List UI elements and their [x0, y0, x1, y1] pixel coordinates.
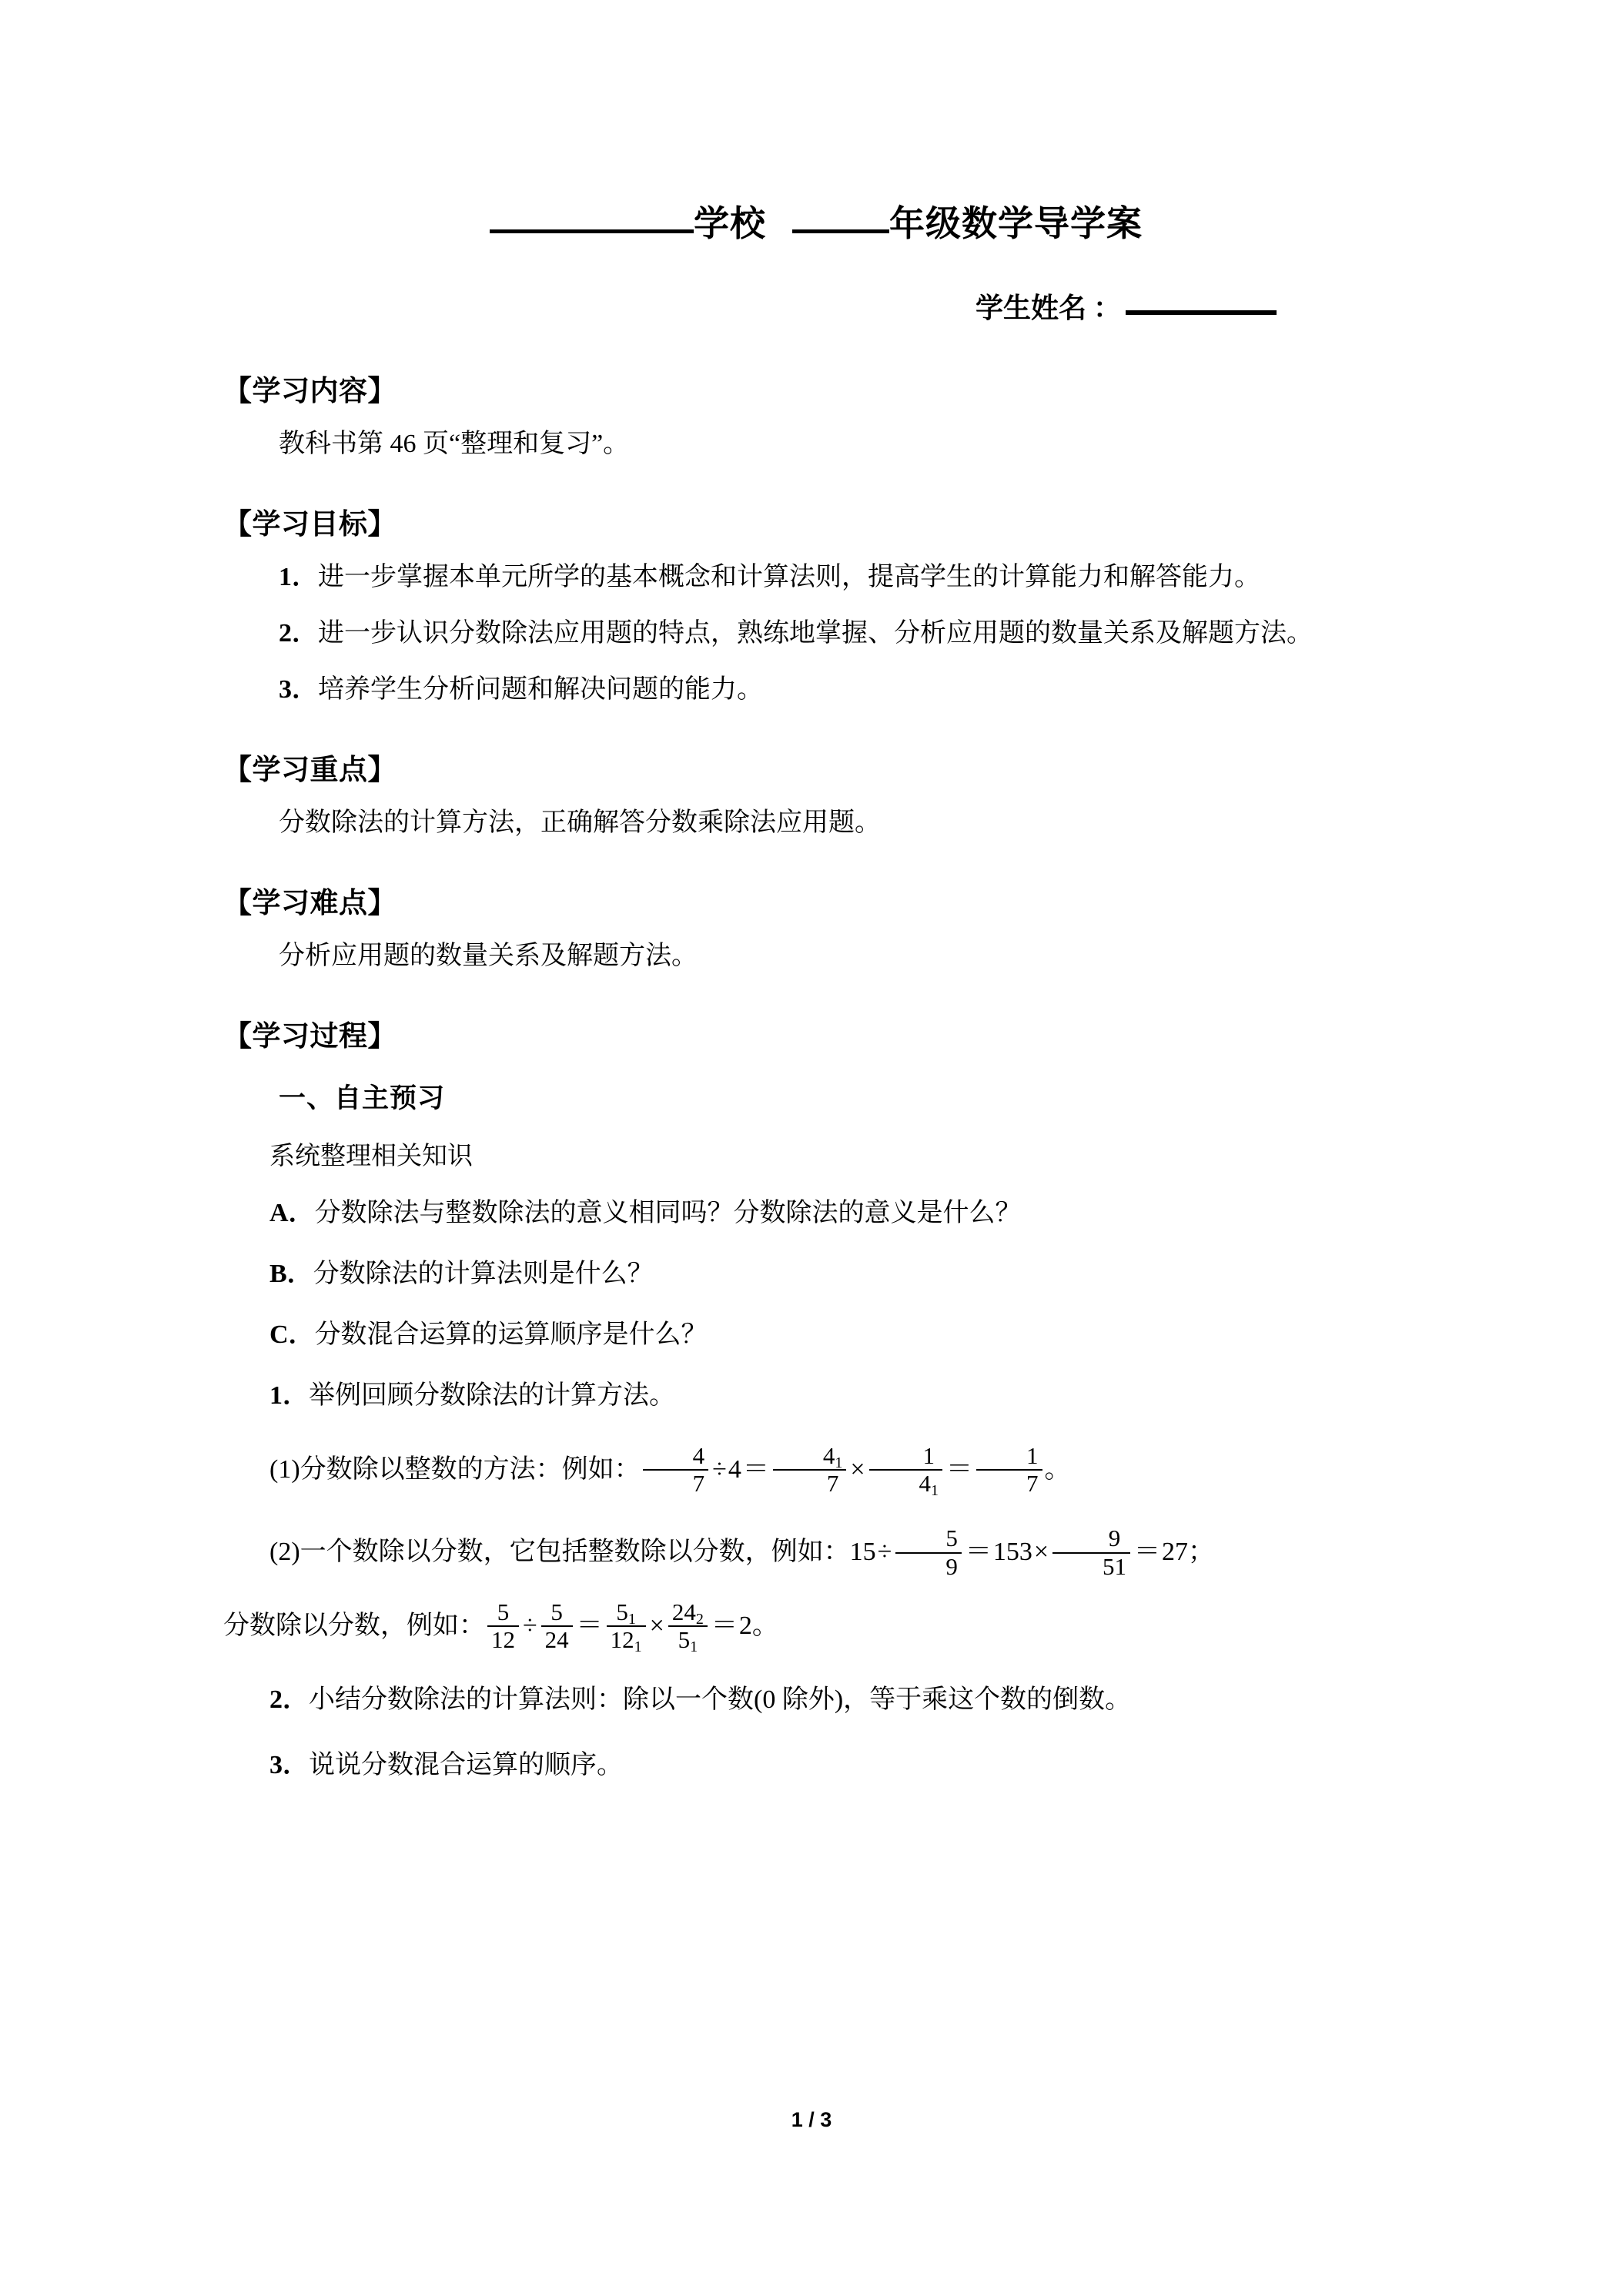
- process-question: [223, 1193, 1409, 1233]
- numerator: 9: [1052, 1526, 1130, 1553]
- division-sign: ÷: [712, 1454, 727, 1484]
- equals-sign: ＝: [576, 1611, 603, 1640]
- equals-sign: ＝: [711, 1611, 738, 1640]
- example-two-cont-label: 分数除以分数，例如：: [223, 1611, 485, 1640]
- process-item-text: 说说分数混合运算的顺序。: [309, 1751, 623, 1780]
- fraction-5-over-12: [487, 1600, 519, 1652]
- denominator: 12: [491, 1626, 515, 1654]
- process-item-text: 举例回顾分数除法的计算方法。: [309, 1381, 675, 1410]
- result-value: 27: [1162, 1538, 1189, 1567]
- example-two: [223, 1525, 1409, 1580]
- objective-text: 进一步掌握本单元所学的基本概念和计算法则，提高学生的计算能力和解答能力。: [318, 562, 1260, 591]
- integer-operand: 4: [728, 1454, 741, 1484]
- section-text-key-point: 分数除法的计算方法，正确解答分数乘除法应用题。: [279, 808, 881, 837]
- numerator: [607, 1600, 646, 1627]
- fraction-9-over-51: [1052, 1526, 1130, 1578]
- title-school-suffix: 学校: [694, 204, 766, 243]
- numerator: [668, 1600, 708, 1627]
- fraction-1-over-7-result: [976, 1441, 1042, 1498]
- objective-text: 进一步认识分数除法应用题的特点，熟练地掌握、分析应用题的数量关系及解题方法。: [318, 618, 1313, 648]
- objective-item: [223, 668, 1409, 711]
- example-one: [223, 1443, 1409, 1498]
- objective-number: 3．: [279, 674, 318, 704]
- process-question: [223, 1254, 1409, 1294]
- page-content: [223, 0, 1409, 1785]
- cancel-mark: 1: [690, 1638, 698, 1656]
- student-name-label: 学生姓名 ：: [975, 292, 1121, 323]
- equals-sign: ＝: [965, 1538, 992, 1567]
- denominator: 7: [826, 1470, 839, 1498]
- multiplication-sign: ×: [1033, 1538, 1049, 1567]
- question-text: 分数除法与整数除法的意义相同吗？分数除法的意义是什么？: [314, 1198, 1022, 1227]
- denominator: [668, 1626, 708, 1656]
- school-blank: [490, 229, 694, 233]
- fraction-5-over-9: [895, 1526, 962, 1578]
- process-item: [223, 1376, 1409, 1415]
- numerator: 1: [976, 1444, 1042, 1471]
- numerator-value: 4: [822, 1441, 835, 1469]
- process-item-number: 3．: [269, 1751, 309, 1780]
- section-heading-content: 【学习内容】: [223, 375, 397, 407]
- process-item-number: 1．: [269, 1381, 309, 1410]
- integer-operand: 15: [849, 1538, 876, 1567]
- numerator: 4: [643, 1444, 709, 1471]
- example-two-continuation: [223, 1599, 1409, 1654]
- denominator: 51: [1103, 1552, 1127, 1580]
- denominator: [869, 1470, 943, 1500]
- semicolon: ；: [1188, 1538, 1215, 1567]
- section-text-difficulty: 分析应用题的数量关系及解题方法。: [279, 941, 698, 970]
- denominator: 7: [1026, 1470, 1039, 1498]
- objective-item: [223, 612, 1409, 654]
- cancel-mark: 1: [627, 1610, 636, 1628]
- question-text: 分数除法的计算法则是什么？: [313, 1259, 654, 1288]
- section-heading-process: 【学习过程】: [223, 1020, 397, 1053]
- denominator-value: 4: [919, 1470, 932, 1498]
- denominator: 7: [692, 1470, 705, 1498]
- numerator-value: 24: [671, 1598, 696, 1625]
- division-sign: ÷: [523, 1611, 537, 1640]
- objective-number: 1．: [279, 562, 318, 591]
- process-lead-text: 系统整理相关知识: [269, 1142, 473, 1170]
- denominator: 9: [945, 1552, 958, 1580]
- equals-sign: ＝: [1134, 1538, 1161, 1567]
- numerator: 5: [487, 1600, 519, 1627]
- denominator-value: 5: [678, 1626, 691, 1654]
- denominator: 24: [544, 1626, 569, 1654]
- sentence-period: 。: [751, 1611, 778, 1640]
- process-item: [223, 1680, 1409, 1719]
- cancel-mark: 1: [931, 1482, 939, 1500]
- process-subheading: 一、自主预习: [279, 1083, 446, 1113]
- numerator: [773, 1441, 847, 1471]
- sentence-period: 。: [1044, 1454, 1071, 1484]
- equals-sign: ＝: [946, 1454, 973, 1484]
- process-item-number: 2．: [269, 1685, 309, 1715]
- objective-text: 培养学生分析问题和解决问题的能力。: [318, 674, 763, 704]
- fraction-1-over-4-cancelled: [869, 1441, 943, 1500]
- section-text-content: 教科书第 46 页“整理和复习”。: [279, 429, 630, 458]
- objective-number: 2．: [279, 618, 318, 648]
- numerator: 5: [541, 1600, 573, 1627]
- section-heading-objectives: 【学习目标】: [223, 508, 397, 541]
- process-item: [223, 1745, 1409, 1785]
- section-heading-key-point: 【学习重点】: [223, 754, 397, 786]
- numerator: 5: [895, 1526, 962, 1553]
- process-item-text: 小结分数除法的计算法则：除以一个数(0 除外)，等于乘这个数的倒数。: [309, 1685, 1132, 1715]
- page-footer: 1 / 3: [791, 2108, 832, 2131]
- student-name-blank[interactable]: [1126, 310, 1277, 315]
- title-grade-suffix: 年级数学导学案: [889, 204, 1143, 243]
- result-value: 2: [738, 1611, 752, 1640]
- fraction-5-over-12-cancelled: [607, 1598, 646, 1656]
- question-label: C．: [269, 1320, 315, 1349]
- fraction-24-over-5-cancelled: [668, 1598, 708, 1656]
- question-label: B．: [269, 1259, 313, 1288]
- example-two-label: (2)一个数除以分数，它包括整数除以分数，例如：: [269, 1538, 850, 1567]
- student-name-row: [223, 286, 1409, 326]
- equals-sign: ＝: [742, 1454, 769, 1484]
- question-label: A．: [269, 1198, 315, 1227]
- page-title: [223, 202, 1409, 246]
- cancel-mark: 1: [835, 1454, 843, 1471]
- multiplication-sign: ×: [850, 1454, 865, 1484]
- numerator-value: 5: [616, 1598, 628, 1625]
- numerator: 1: [869, 1444, 943, 1471]
- cancel-mark: 2: [695, 1610, 704, 1628]
- grade-blank: [792, 229, 889, 233]
- example-one-label: (1)分数除以整数的方法：例如：: [269, 1454, 641, 1484]
- cancel-mark: 1: [634, 1638, 642, 1656]
- denominator-value: 12: [610, 1626, 634, 1654]
- question-text: 分数混合运算的运算顺序是什么？: [314, 1320, 708, 1349]
- fraction-5-over-24: [541, 1600, 573, 1652]
- fraction-4-over-7-cancelled: [773, 1441, 847, 1498]
- multiplication-sign: ×: [649, 1611, 664, 1640]
- integer-operand-2: 153: [992, 1538, 1032, 1567]
- process-question: [223, 1315, 1409, 1354]
- section-heading-difficulty: 【学习难点】: [223, 887, 397, 919]
- fraction-4-over-7: [643, 1441, 709, 1498]
- division-sign: ÷: [877, 1538, 892, 1567]
- denominator: [607, 1626, 646, 1656]
- objective-item: [223, 556, 1409, 598]
